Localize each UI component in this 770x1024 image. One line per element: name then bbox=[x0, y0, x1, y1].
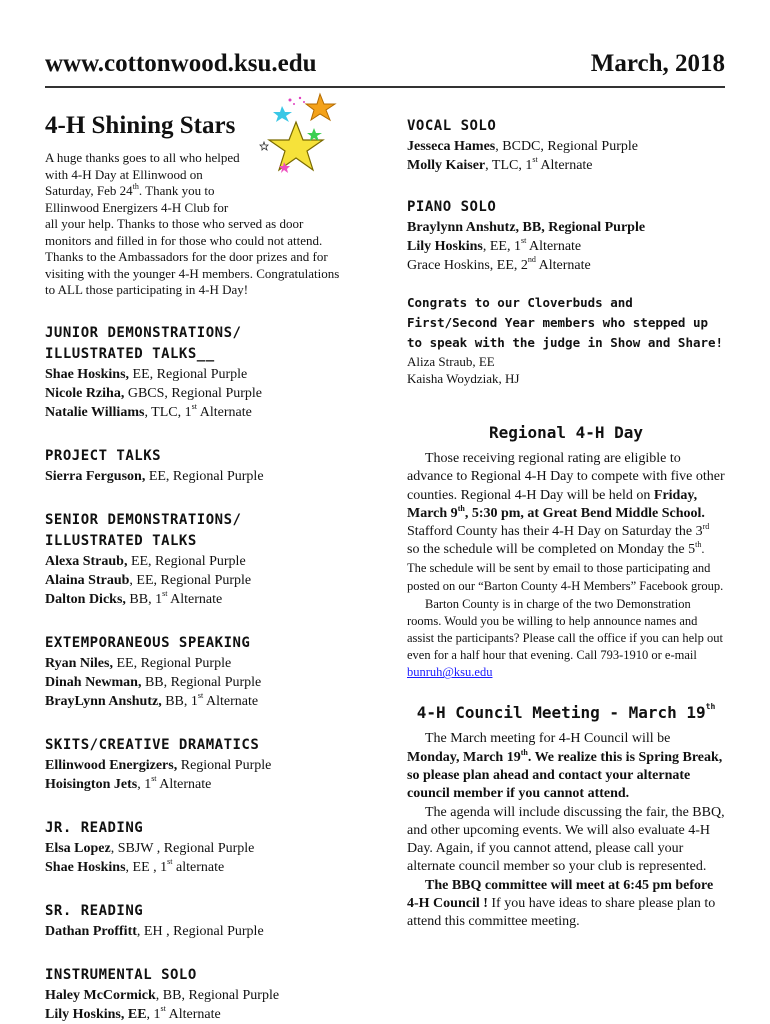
regional-section bbox=[407, 423, 725, 681]
cloverbud-name: Kaisha Woydziak, HJ bbox=[407, 371, 520, 386]
result-row: Lily Hoskins, EE, 1st Alternate bbox=[45, 1003, 221, 1022]
result-row: Alexa Straub, EE, Regional Purple bbox=[45, 553, 246, 569]
piano-solo-heading: PIANO SOLO bbox=[407, 199, 497, 215]
result-row: Haley McCormick, BB, Regional Purple bbox=[45, 987, 280, 1003]
result-row: Nicole Rziha, GBCS, Regional Purple bbox=[45, 385, 262, 401]
council-heading: 4-H Council Meeting - March 19th bbox=[416, 702, 716, 723]
newsletter-header bbox=[45, 50, 725, 88]
intro-paragraph-top: A huge thanks goes to all who helped with 4-H Day at Ellinwood on Saturday, Feb 24th. Thank you to Ellinwood Energizers 4-H Club for bbox=[45, 150, 240, 215]
section-heading: SENIOR DEMONSTRATIONS/ ILLUSTRATED TALKS bbox=[45, 511, 242, 549]
council-paragraph-1: The March meeting for 4-H Council will be Monday, March 19th. We realize this is Spring Break, so please plan ahead and contact your alternate council member if you cannot attend. bbox=[407, 731, 723, 802]
award-section bbox=[45, 446, 345, 486]
regional-heading: Regional 4-H Day bbox=[488, 423, 644, 442]
award-section bbox=[45, 901, 345, 941]
result-row: Hoisington Jets, 1st Alternate bbox=[45, 773, 212, 792]
result-row: Lily Hoskins, EE, 1st Alternate bbox=[407, 236, 582, 254]
council-paragraph-2: The agenda will include discussing the fair, the BBQ, and other upcoming events. We will also evaluate 4-H Day. Again, if you cannot attend, please call your alternate council member so your club is represented. bbox=[407, 804, 725, 875]
regional-paragraph-2: Barton County is in charge of the two Demonstration rooms. Would you be willing to help announce names and assist the participants? Please call the office if you can help out even for a half hour that evening. Call 793-1910 or e-mail bunruh@ksu.edu bbox=[407, 597, 723, 680]
right-column bbox=[407, 116, 725, 932]
section-heading: JUNIOR DEMONSTRATIONS/ ILLUSTRATED TALKS__ bbox=[45, 324, 242, 362]
email-link[interactable]: bunruh@ksu.edu bbox=[407, 665, 493, 680]
result-row: Elsa Lopez, SBJW , Regional Purple bbox=[45, 840, 255, 856]
cloverbud-name: Aliza Straub, EE bbox=[407, 354, 495, 369]
intro-paragraph-bottom: all your help. Thanks to those who served as door monitors and filled in for those who could not attend. Thanks to the Ambassadors for the door prizes and for visiting with the younger 4-H members. Congratulations to ALL those participating in 4-H Day! bbox=[45, 216, 340, 297]
regional-paragraph-1: Those receiving regional rating are eligible to advance to Regional 4-H Day to compete with five other counties. Regional 4-H Day will be held on Friday, March 9th, 5:30 pm, at Great Bend Middle School. Stafford County has their 4-H Day on Saturday the 3rd so the schedule will be completed on Monday the 5th. The schedule will be sent by email to those participating and posted on our “Barton County 4-H Members” Facebook group. bbox=[407, 451, 725, 594]
council-section bbox=[407, 703, 725, 931]
award-section bbox=[45, 323, 345, 422]
vocal-solo-heading: VOCAL SOLO bbox=[407, 118, 497, 134]
result-row: Shae Hoskins, EE, Regional Purple bbox=[45, 366, 248, 382]
result-row: Braylynn Anshutz, BB, Regional Purple bbox=[407, 220, 646, 235]
result-row: Dathan Proffitt, EH , Regional Purple bbox=[45, 923, 264, 939]
section-heading: EXTEMPORANEOUS SPEAKING bbox=[45, 634, 251, 651]
shining-stars-title: 4-H Shining Stars bbox=[45, 112, 236, 139]
result-row: Ellinwood Energizers, Regional Purple bbox=[45, 757, 272, 773]
result-row: Molly Kaiser, TLC, 1st Alternate bbox=[407, 155, 593, 173]
result-row: BrayLynn Anshutz, BB, 1st Alternate bbox=[45, 690, 259, 709]
result-row: Dalton Dicks, BB, 1st Alternate bbox=[45, 588, 223, 607]
website-url[interactable]: www.cottonwood.ksu.edu bbox=[45, 50, 317, 77]
result-row: Jesseca Hames, BCDC, Regional Purple bbox=[407, 139, 638, 154]
result-row: Dinah Newman, BB, Regional Purple bbox=[45, 674, 262, 690]
result-row: Shae Hoskins, EE , 1st alternate bbox=[45, 856, 225, 875]
cloverbuds-congrats: Congrats to our Cloverbuds and First/Second Year members who stepped up to speak with the judge in Show and Share! bbox=[407, 295, 724, 350]
section-heading: SR. READING bbox=[45, 902, 144, 919]
section-heading: JR. READING bbox=[45, 819, 144, 836]
section-heading: PROJECT TALKS bbox=[45, 447, 162, 464]
section-heading: SKITS/CREATIVE DRAMATICS bbox=[45, 736, 260, 753]
council-paragraph-3: The BBQ committee will meet at 6:45 pm before 4-H Council ! If you have ideas to share please plan to attend this committee meeting. bbox=[407, 877, 716, 930]
result-row: Sierra Ferguson, EE, Regional Purple bbox=[45, 468, 264, 484]
result-row: Ryan Niles, EE, Regional Purple bbox=[45, 655, 232, 671]
award-section bbox=[45, 633, 345, 711]
award-section bbox=[45, 510, 345, 609]
result-row: Natalie Williams, TLC, 1st Alternate bbox=[45, 401, 252, 420]
left-column bbox=[45, 112, 345, 1024]
issue-date: March, 2018 bbox=[590, 50, 725, 77]
section-heading: INSTRUMENTAL SOLO bbox=[45, 966, 197, 983]
award-section bbox=[45, 965, 345, 1024]
result-row: Alaina Straub, EE, Regional Purple bbox=[45, 572, 252, 588]
award-section bbox=[45, 735, 345, 794]
award-section bbox=[45, 818, 345, 877]
result-row: Grace Hoskins, EE, 2nd Alternate bbox=[407, 255, 591, 273]
